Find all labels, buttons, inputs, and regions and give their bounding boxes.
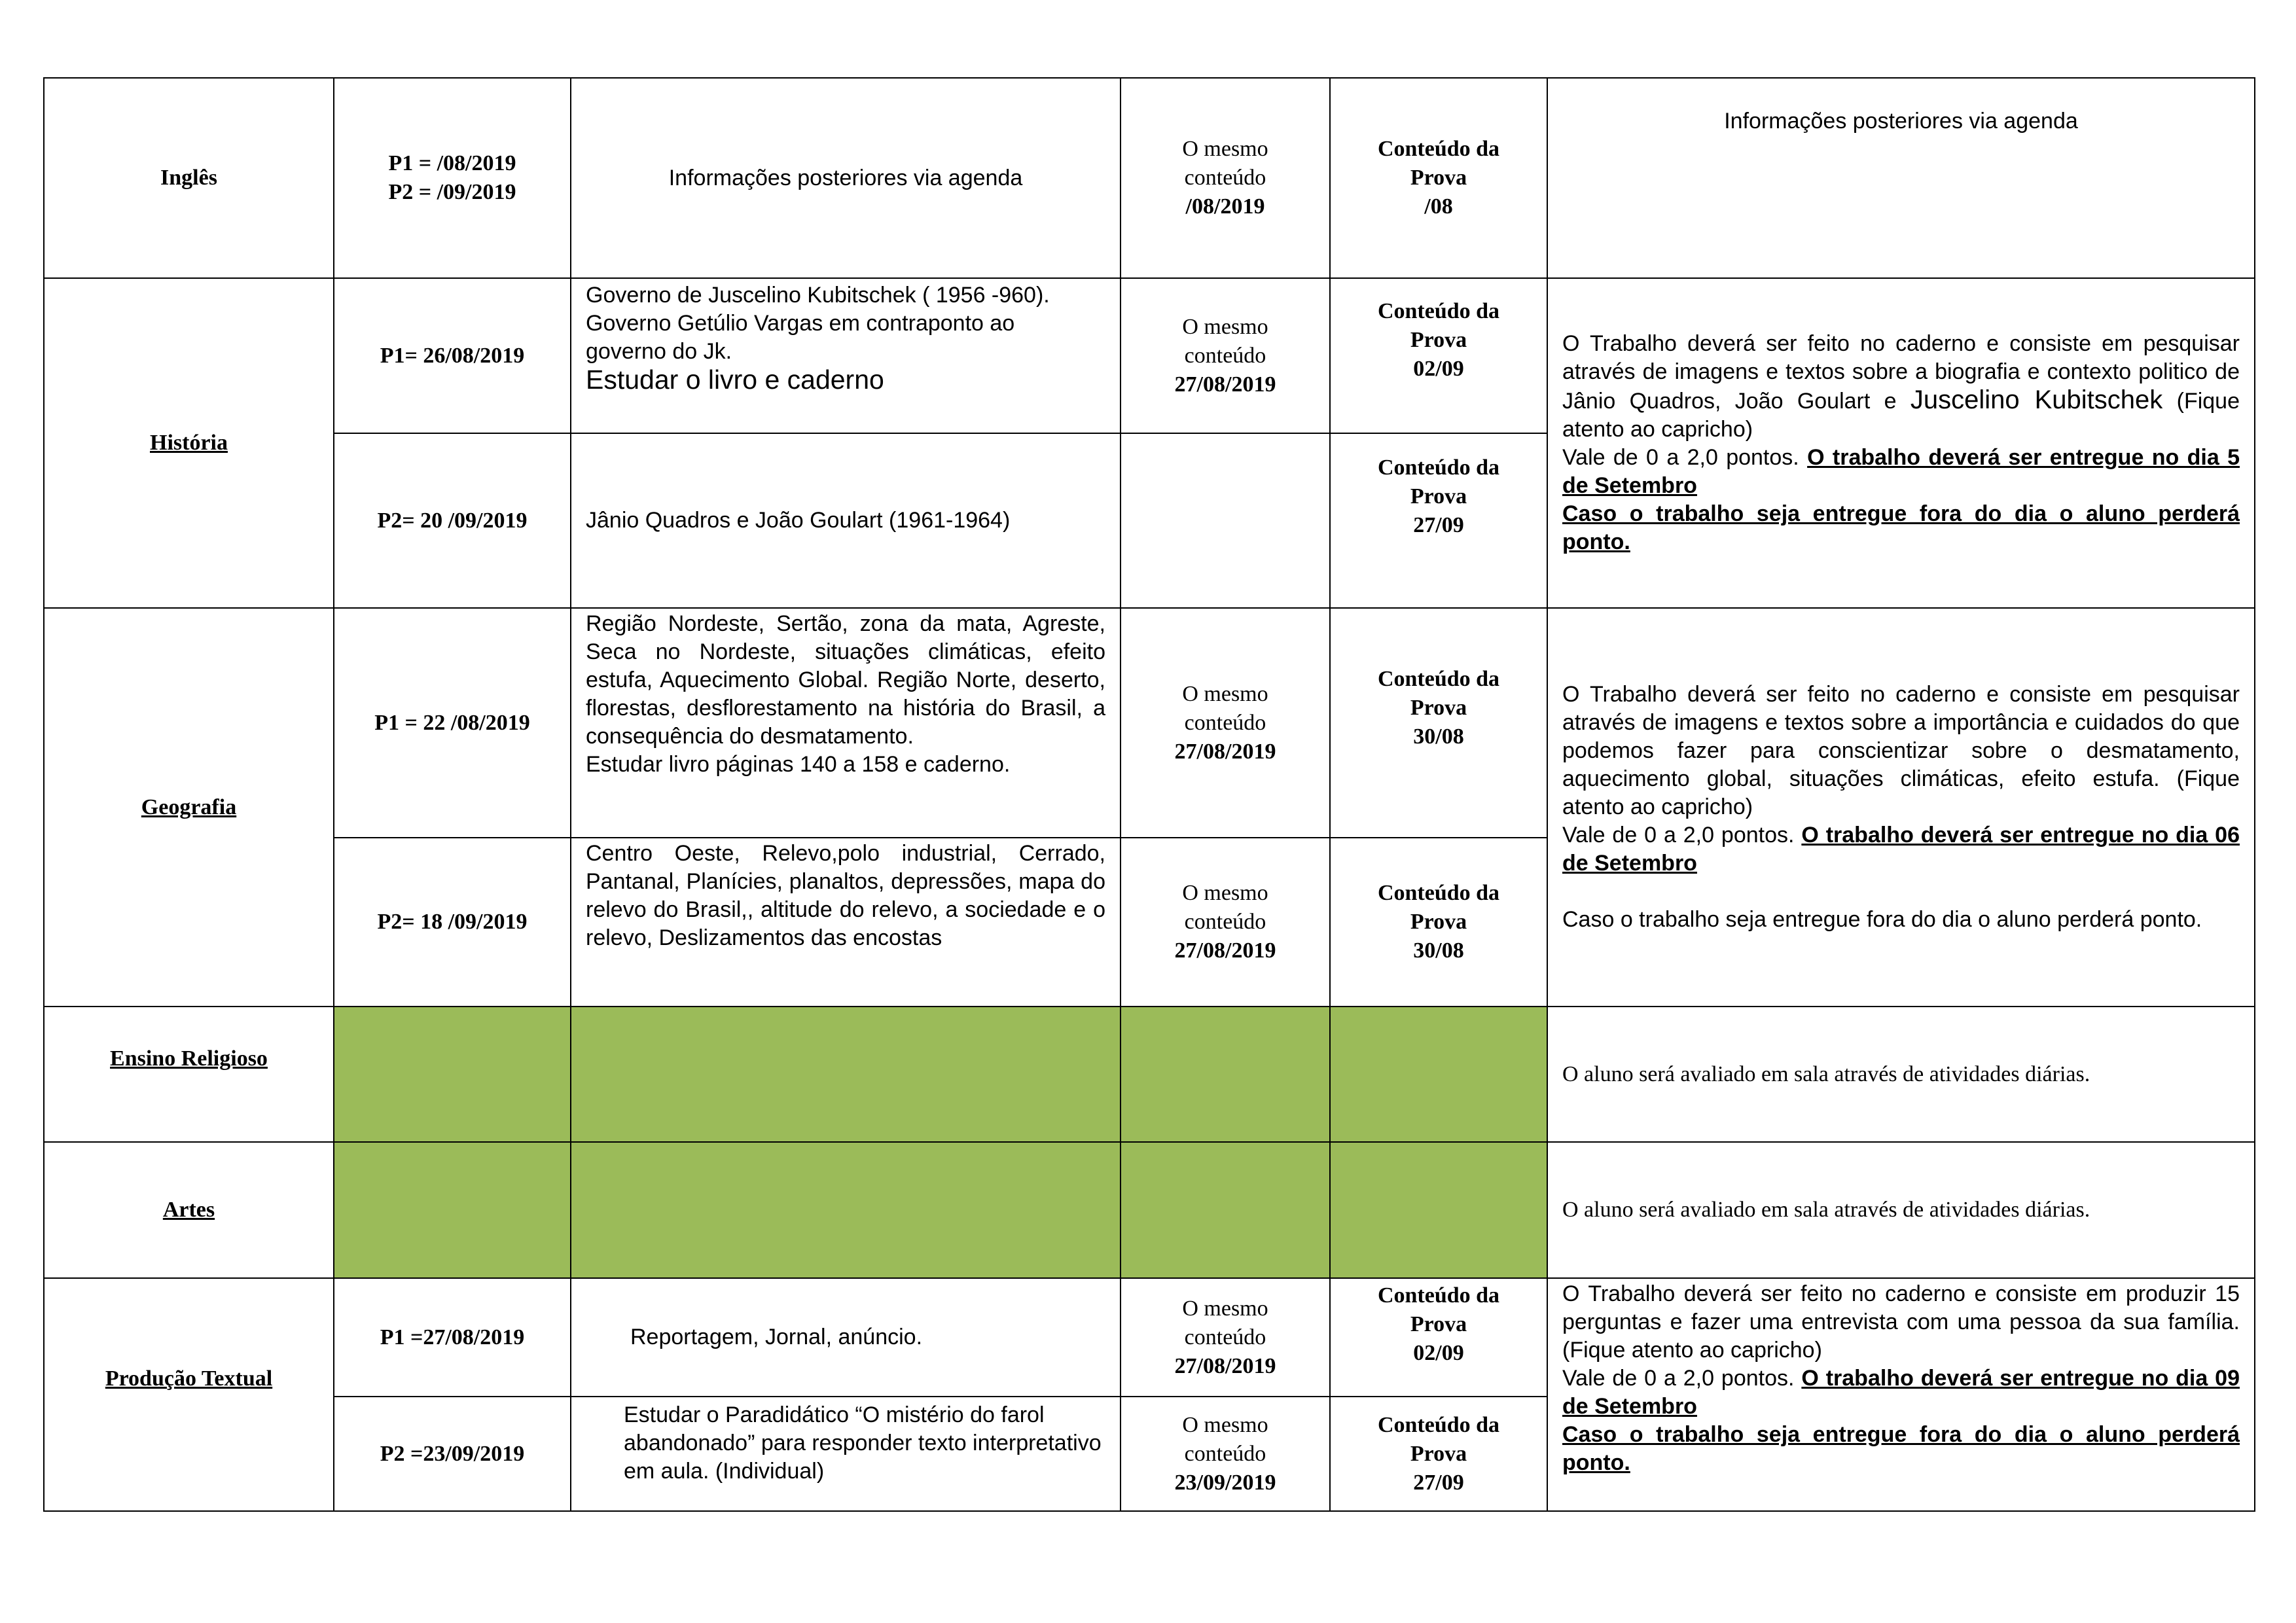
same-content-geografia-p1: O mesmo conteúdo 27/08/2019 xyxy=(1121,608,1330,838)
subject-producao-textual: Produção Textual xyxy=(44,1278,334,1511)
row-geografia-p1 xyxy=(44,608,2255,838)
prova-historia-p1: Conteúdo da Prova 02/09 xyxy=(1330,278,1547,433)
same-content-historia-p1: O mesmo conteúdo 27/08/2019 xyxy=(1121,278,1330,433)
schedule-table xyxy=(43,77,2255,1512)
info-geografia: O Trabalho deverá ser feito no caderno e consiste em pesquisar através de imagens e textos sobre a importância e cuidados do que podemos fazer para conscientizar sobre o desmatamento, aquecimento global, situações climáticas, efeito estufa. (Fique atento ao capricho) Vale de 0 a 2,0 pontos. O trabalho deverá ser entregue no dia 06 de Setembro Caso o trabalho seja entregue fora do dia o aluno perderá ponto. xyxy=(1547,608,2255,1007)
green-cell xyxy=(1330,1007,1547,1142)
date-historia-p1: P1= 26/08/2019 xyxy=(334,278,571,433)
same-content-ingles: O mesmo conteúdo /08/2019 xyxy=(1121,78,1330,278)
date-geografia-p1: P1 = 22 /08/2019 xyxy=(334,608,571,838)
content-geografia-p1: Região Nordeste, Sertão, zona da mata, Agreste, Seca no Nordeste, situações climáticas, efeito estufa, Aquecimento Global. Região Norte, deserto, florestas, desflorestamento na história do Brasil, a consequência do desmatamento. Estudar livro páginas 140 a 158 e caderno. xyxy=(571,608,1121,838)
dates-ingles: P1 = /08/2019 P2 = /09/2019 xyxy=(334,78,571,278)
date-historia-p2: P2= 20 /09/2019 xyxy=(334,433,571,608)
date-geografia-p2: P2= 18 /09/2019 xyxy=(334,838,571,1007)
same-content-historia-p2 xyxy=(1121,433,1330,608)
same-content-producao-p2: O mesmo conteúdo 23/09/2019 xyxy=(1121,1397,1330,1511)
content-producao-p2: Estudar o Paradidático “O mistério do farol abandonado” para responder texto interpretativo em aula. (Individual) xyxy=(571,1397,1121,1511)
subject-historia: História xyxy=(44,278,334,608)
subject-ingles: Inglês xyxy=(44,78,334,278)
prova-geografia-p2: Conteúdo da Prova 30/08 xyxy=(1330,838,1547,1007)
prova-geografia-p1: Conteúdo da Prova 30/08 xyxy=(1330,608,1547,838)
content-geografia-p2: Centro Oeste, Relevo,polo industrial, Cerrado, Pantanal, Planícies, planaltos, depressões, mapa do relevo do Brasil,, altitude do relevo, a sociedade e o relevo, Deslizamentos das encostas xyxy=(571,838,1121,1007)
green-cell xyxy=(334,1007,571,1142)
row-ensino-religioso xyxy=(44,1007,2255,1142)
content-historia-p1: Governo de Juscelino Kubitschek ( 1956 -960). Governo Getúlio Vargas em contraponto ao governo do Jk. Estudar o livro e caderno xyxy=(571,278,1121,433)
green-cell xyxy=(1121,1142,1330,1278)
info-producao-textual: O Trabalho deverá ser feito no caderno e consiste em produzir 15 perguntas e fazer uma entrevista com uma pessoa da sua família. (Fique atento ao capricho) Vale de 0 a 2,0 pontos. O trabalho deverá ser entregue no dia 09 de Setembro Caso o trabalho seja entregue fora do dia o aluno perderá ponto. xyxy=(1547,1278,2255,1511)
green-cell xyxy=(571,1007,1121,1142)
same-content-geografia-p2: O mesmo conteúdo 27/08/2019 xyxy=(1121,838,1330,1007)
prova-producao-p2: Conteúdo da Prova 27/09 xyxy=(1330,1397,1547,1511)
same-content-producao-p1: O mesmo conteúdo 27/08/2019 xyxy=(1121,1278,1330,1397)
row-ingles xyxy=(44,78,2255,278)
info-historia: O Trabalho deverá ser feito no caderno e consiste em pesquisar através de imagens e textos sobre a biografia e contexto politico de Jânio Quadros, João Goulart e Juscelino Kubitschek (Fique atento ao capricho) Vale de 0 a 2,0 pontos. O trabalho deverá ser entregue no dia 5 de Setembro Caso o trabalho seja entregue fora do dia o aluno perderá ponto. xyxy=(1547,278,2255,608)
content-producao-p1: Reportagem, Jornal, anúncio. xyxy=(571,1278,1121,1397)
green-cell xyxy=(1330,1142,1547,1278)
content-historia-p2: Jânio Quadros e João Goulart (1961-1964) xyxy=(571,433,1121,608)
content-ingles: Informações posteriores via agenda xyxy=(571,78,1121,278)
row-producao-p1 xyxy=(44,1278,2255,1397)
info-artes: O aluno será avaliado em sala através de atividades diárias. xyxy=(1547,1142,2255,1278)
prova-producao-p1: Conteúdo da Prova 02/09 xyxy=(1330,1278,1547,1397)
date-producao-p1: P1 =27/08/2019 xyxy=(334,1278,571,1397)
info-ensino-religioso: O aluno será avaliado em sala através de atividades diárias. xyxy=(1547,1007,2255,1142)
subject-artes: Artes xyxy=(44,1142,334,1278)
row-historia-p1 xyxy=(44,278,2255,433)
subject-ensino-religioso: Ensino Religioso xyxy=(44,1007,334,1142)
prova-ingles: Conteúdo da Prova /08 xyxy=(1330,78,1547,278)
date-producao-p2: P2 =23/09/2019 xyxy=(334,1397,571,1511)
green-cell xyxy=(334,1142,571,1278)
row-artes xyxy=(44,1142,2255,1278)
info-ingles: Informações posteriores via agenda xyxy=(1547,78,2255,278)
green-cell xyxy=(571,1142,1121,1278)
prova-historia-p2: Conteúdo da Prova 27/09 xyxy=(1330,433,1547,608)
green-cell xyxy=(1121,1007,1330,1142)
subject-geografia: Geografia xyxy=(44,608,334,1007)
